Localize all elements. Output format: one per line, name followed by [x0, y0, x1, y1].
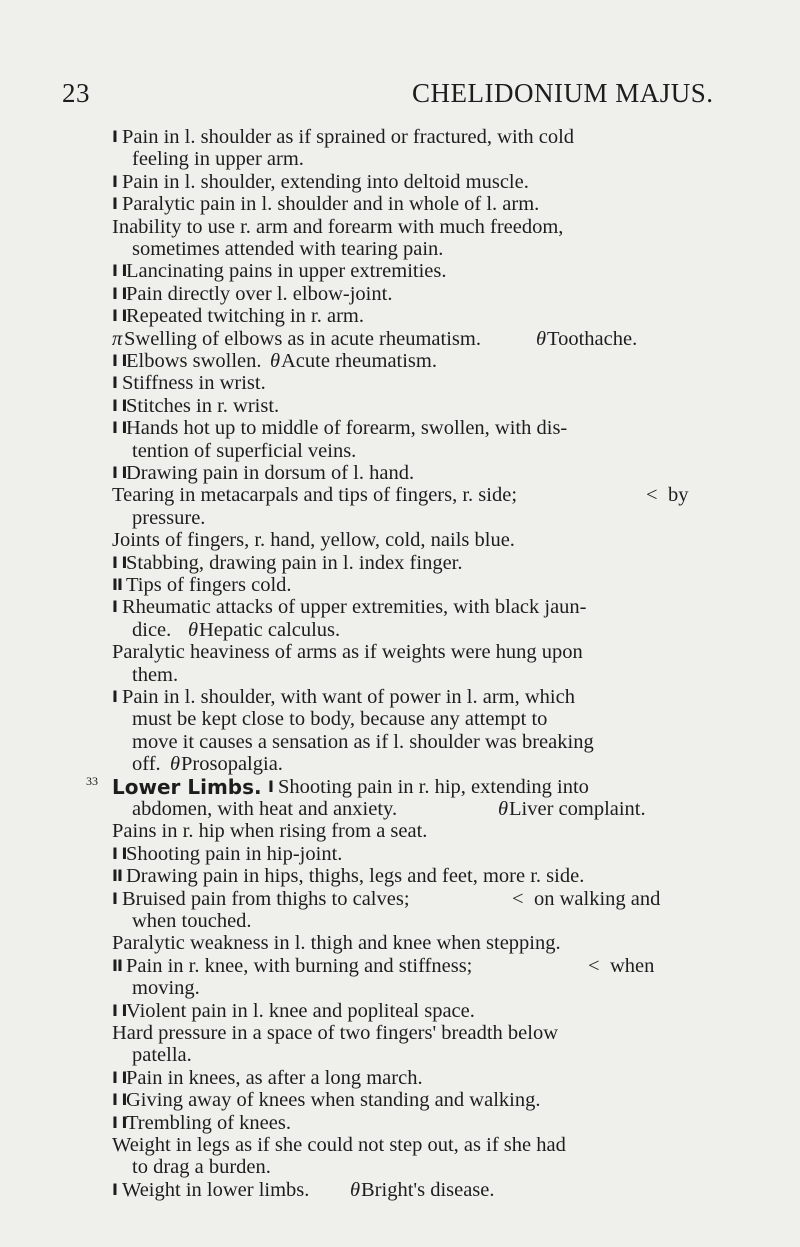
grade-mark: I — [112, 888, 117, 908]
grade-mark: I I — [112, 261, 127, 281]
text-line — [0, 955, 800, 977]
symptom-text: when — [610, 954, 655, 977]
pi-symbol: π — [112, 327, 123, 350]
grade-mark: I I — [112, 395, 127, 415]
clinical-note: Toothache. — [547, 327, 638, 350]
text-line — [0, 1089, 800, 1111]
clinical-note: Prosopalgia. — [181, 753, 283, 776]
symptom-text: Stitches in r. wrist. — [126, 394, 280, 417]
text-line — [0, 417, 800, 439]
section-title: Lower Limbs. — [112, 774, 262, 799]
symptom-text: Shooting pain in r. hip, extending into — [278, 775, 589, 798]
running-title: CHELIDONIUM MAJUS. — [412, 78, 714, 108]
symptom-text: Paralytic pain in l. shoulder and in whole of l. arm. — [122, 193, 540, 216]
page-header — [0, 78, 800, 110]
symptom-text: tention of superficial veins. — [132, 439, 357, 462]
symptom-text: Pain directly over l. elbow-joint. — [126, 282, 393, 305]
aggravation-symbol: < — [646, 484, 658, 507]
text-line — [0, 820, 800, 842]
symptom-text: Joints of fingers, r. hand, yellow, cold, nails blue. — [112, 529, 515, 552]
symptom-text: Hard pressure in a space of two fingers' breadth below — [112, 1022, 558, 1044]
symptom-text: Inability to use r. arm and forearm with much freedom, — [112, 215, 564, 238]
text-line — [0, 686, 800, 708]
text-line — [0, 507, 800, 529]
text-line — [0, 619, 800, 641]
text-line — [0, 529, 800, 551]
grade-mark: I — [112, 171, 117, 191]
symptom-text: Paralytic weakness in l. thigh and knee when stepping. — [112, 932, 561, 955]
text-line — [0, 171, 800, 193]
symptom-text: Hands hot up to middle of forearm, swollen, with dis- — [126, 417, 568, 440]
symptom-text: Weight in lower limbs. — [122, 1178, 310, 1201]
symptom-text: pressure. — [132, 506, 206, 529]
symptom-text: when touched. — [132, 910, 252, 932]
text-line — [0, 1179, 800, 1201]
symptom-text: must be kept close to body, because any attempt to — [132, 708, 548, 731]
symptom-text: Tearing in metacarpals and tips of fingers, r. side; — [112, 484, 518, 507]
symptom-text: abdomen, with heat and anxiety. — [132, 798, 398, 820]
text-line — [0, 977, 800, 999]
theta-symbol: θ — [536, 327, 547, 350]
symptom-text: feeling in upper arm. — [132, 148, 304, 171]
grade-mark: I — [112, 687, 117, 706]
grade-mark: I I — [112, 1067, 127, 1087]
grade-mark: I — [112, 597, 117, 617]
symptom-text: Bruised pain from thighs to calves; — [122, 887, 410, 910]
symptom-text: Pain in r. knee, with burning and stiffness; — [126, 954, 473, 977]
text-line — [0, 305, 800, 327]
symptom-text: Tips of fingers cold. — [126, 574, 292, 596]
clinical-note: Liver complaint. — [509, 798, 646, 820]
text-line — [0, 1000, 800, 1022]
text-line — [0, 865, 800, 887]
text-line — [0, 372, 800, 394]
symptom-text: Trembling of knees. — [126, 1111, 291, 1134]
theta-symbol: θ — [270, 350, 281, 372]
symptom-text: Rheumatic attacks of upper extremities, with black jaun- — [122, 596, 587, 619]
theta-symbol: θ — [350, 1178, 361, 1201]
text-line — [0, 395, 800, 417]
symptom-text: sometimes attended with tearing pain. — [132, 238, 444, 260]
grade-mark: I I — [112, 552, 127, 572]
clinical-note: Acute rheumatism. — [281, 350, 437, 372]
symptom-text: Pains in r. hip when rising from a seat. — [112, 820, 428, 843]
text-line — [0, 596, 800, 618]
grade-mark: I I — [112, 283, 127, 303]
text-line — [0, 1067, 800, 1089]
symptom-text: Pain in l. shoulder as if sprained or fractured, with cold — [122, 126, 575, 148]
aggravation-symbol: < — [512, 887, 524, 910]
grade-mark: I — [268, 776, 273, 796]
grade-mark: I — [112, 127, 117, 146]
symptom-text: Drawing pain in hips, thighs, legs and feet, more r. side. — [126, 865, 585, 888]
text-line — [0, 552, 800, 574]
grade-mark: I I — [112, 418, 127, 438]
symptom-text: patella. — [132, 1044, 192, 1067]
text-line — [0, 1134, 800, 1156]
text-line — [0, 462, 800, 484]
symptom-text: move it causes a sensation as if l. shoulder was breaking — [132, 730, 594, 753]
theta-symbol: θ — [188, 618, 199, 641]
text-line — [0, 193, 800, 215]
grade-mark: I I — [112, 1090, 127, 1110]
text-line — [0, 216, 800, 238]
symptom-text: Giving away of knees when standing and walking. — [126, 1089, 541, 1112]
symptom-text: Lancinating pains in upper extremities. — [126, 260, 447, 283]
text-line — [0, 484, 800, 506]
text-line — [0, 1044, 800, 1066]
grade-mark: I I — [112, 351, 127, 370]
text-line — [0, 731, 800, 753]
symptom-text: Repeated twitching in r. arm. — [126, 305, 364, 328]
text-line — [0, 148, 800, 170]
section-number: 33 — [86, 773, 98, 788]
symptom-text: on walking and — [534, 887, 661, 910]
grade-mark: II — [112, 866, 122, 886]
symptom-text: Swelling of elbows as in acute rheumatism. — [124, 327, 481, 350]
symptom-text: Shooting pain in hip-joint. — [126, 842, 343, 865]
grade-mark: I — [112, 1179, 117, 1199]
text-line — [0, 773, 800, 799]
grade-mark: I I — [112, 463, 127, 482]
theta-symbol: θ — [170, 753, 181, 776]
grade-mark: I I — [112, 306, 127, 326]
text-line — [0, 126, 800, 148]
text-line — [0, 328, 800, 350]
text-line — [0, 1112, 800, 1134]
text-line — [0, 932, 800, 954]
text-line — [0, 888, 800, 910]
clinical-note: Hepatic calculus. — [199, 618, 341, 641]
symptom-text: Paralytic heaviness of arms as if weights were hung upon — [112, 641, 583, 664]
clinical-note: Bright's disease. — [361, 1178, 495, 1201]
symptom-text: off. — [132, 753, 161, 776]
symptom-text: Stabbing, drawing pain in l. index finger. — [126, 551, 463, 574]
symptom-text: Pain in l. shoulder, extending into deltoid muscle. — [122, 170, 529, 193]
aggravation-symbol: < — [588, 954, 600, 977]
grade-mark: I — [112, 373, 117, 393]
grade-mark: I — [112, 194, 117, 214]
text-line — [0, 1156, 800, 1178]
text-line — [0, 238, 800, 260]
grade-mark: II — [112, 575, 122, 594]
text-line — [0, 843, 800, 865]
grade-mark: I I — [112, 1000, 127, 1020]
text-line — [0, 440, 800, 462]
text-line — [0, 283, 800, 305]
symptom-text: them. — [132, 663, 179, 686]
symptom-text: Weight in legs as if she could not step out, as if she had — [112, 1134, 566, 1156]
symptom-text: Elbows swollen. — [126, 350, 262, 372]
symptom-text: Pain in l. shoulder, with want of power in l. arm, which — [122, 686, 575, 708]
text-line — [0, 1022, 800, 1044]
symptom-text: by — [668, 484, 689, 507]
symptom-text: Violent pain in l. knee and popliteal space. — [126, 999, 475, 1022]
symptom-text: dice. — [132, 618, 172, 641]
text-line — [0, 641, 800, 663]
theta-symbol: θ — [498, 798, 509, 820]
text-line — [0, 260, 800, 282]
page-number: 23 — [62, 78, 90, 108]
grade-mark: I I — [112, 1112, 127, 1132]
text-line — [0, 574, 800, 596]
grade-mark: II — [112, 955, 122, 975]
symptom-text: to drag a burden. — [132, 1156, 271, 1179]
text-line — [0, 350, 800, 372]
text-line — [0, 708, 800, 730]
symptom-text: Stiffness in wrist. — [122, 372, 266, 395]
text-line — [0, 798, 800, 820]
symptom-text: moving. — [132, 977, 200, 1000]
text-line — [0, 910, 800, 932]
grade-mark: I I — [112, 843, 127, 863]
symptom-text: Drawing pain in dorsum of l. hand. — [126, 462, 415, 484]
text-line — [0, 753, 800, 775]
symptom-text: Pain in knees, as after a long march. — [126, 1066, 423, 1089]
text-line — [0, 664, 800, 686]
